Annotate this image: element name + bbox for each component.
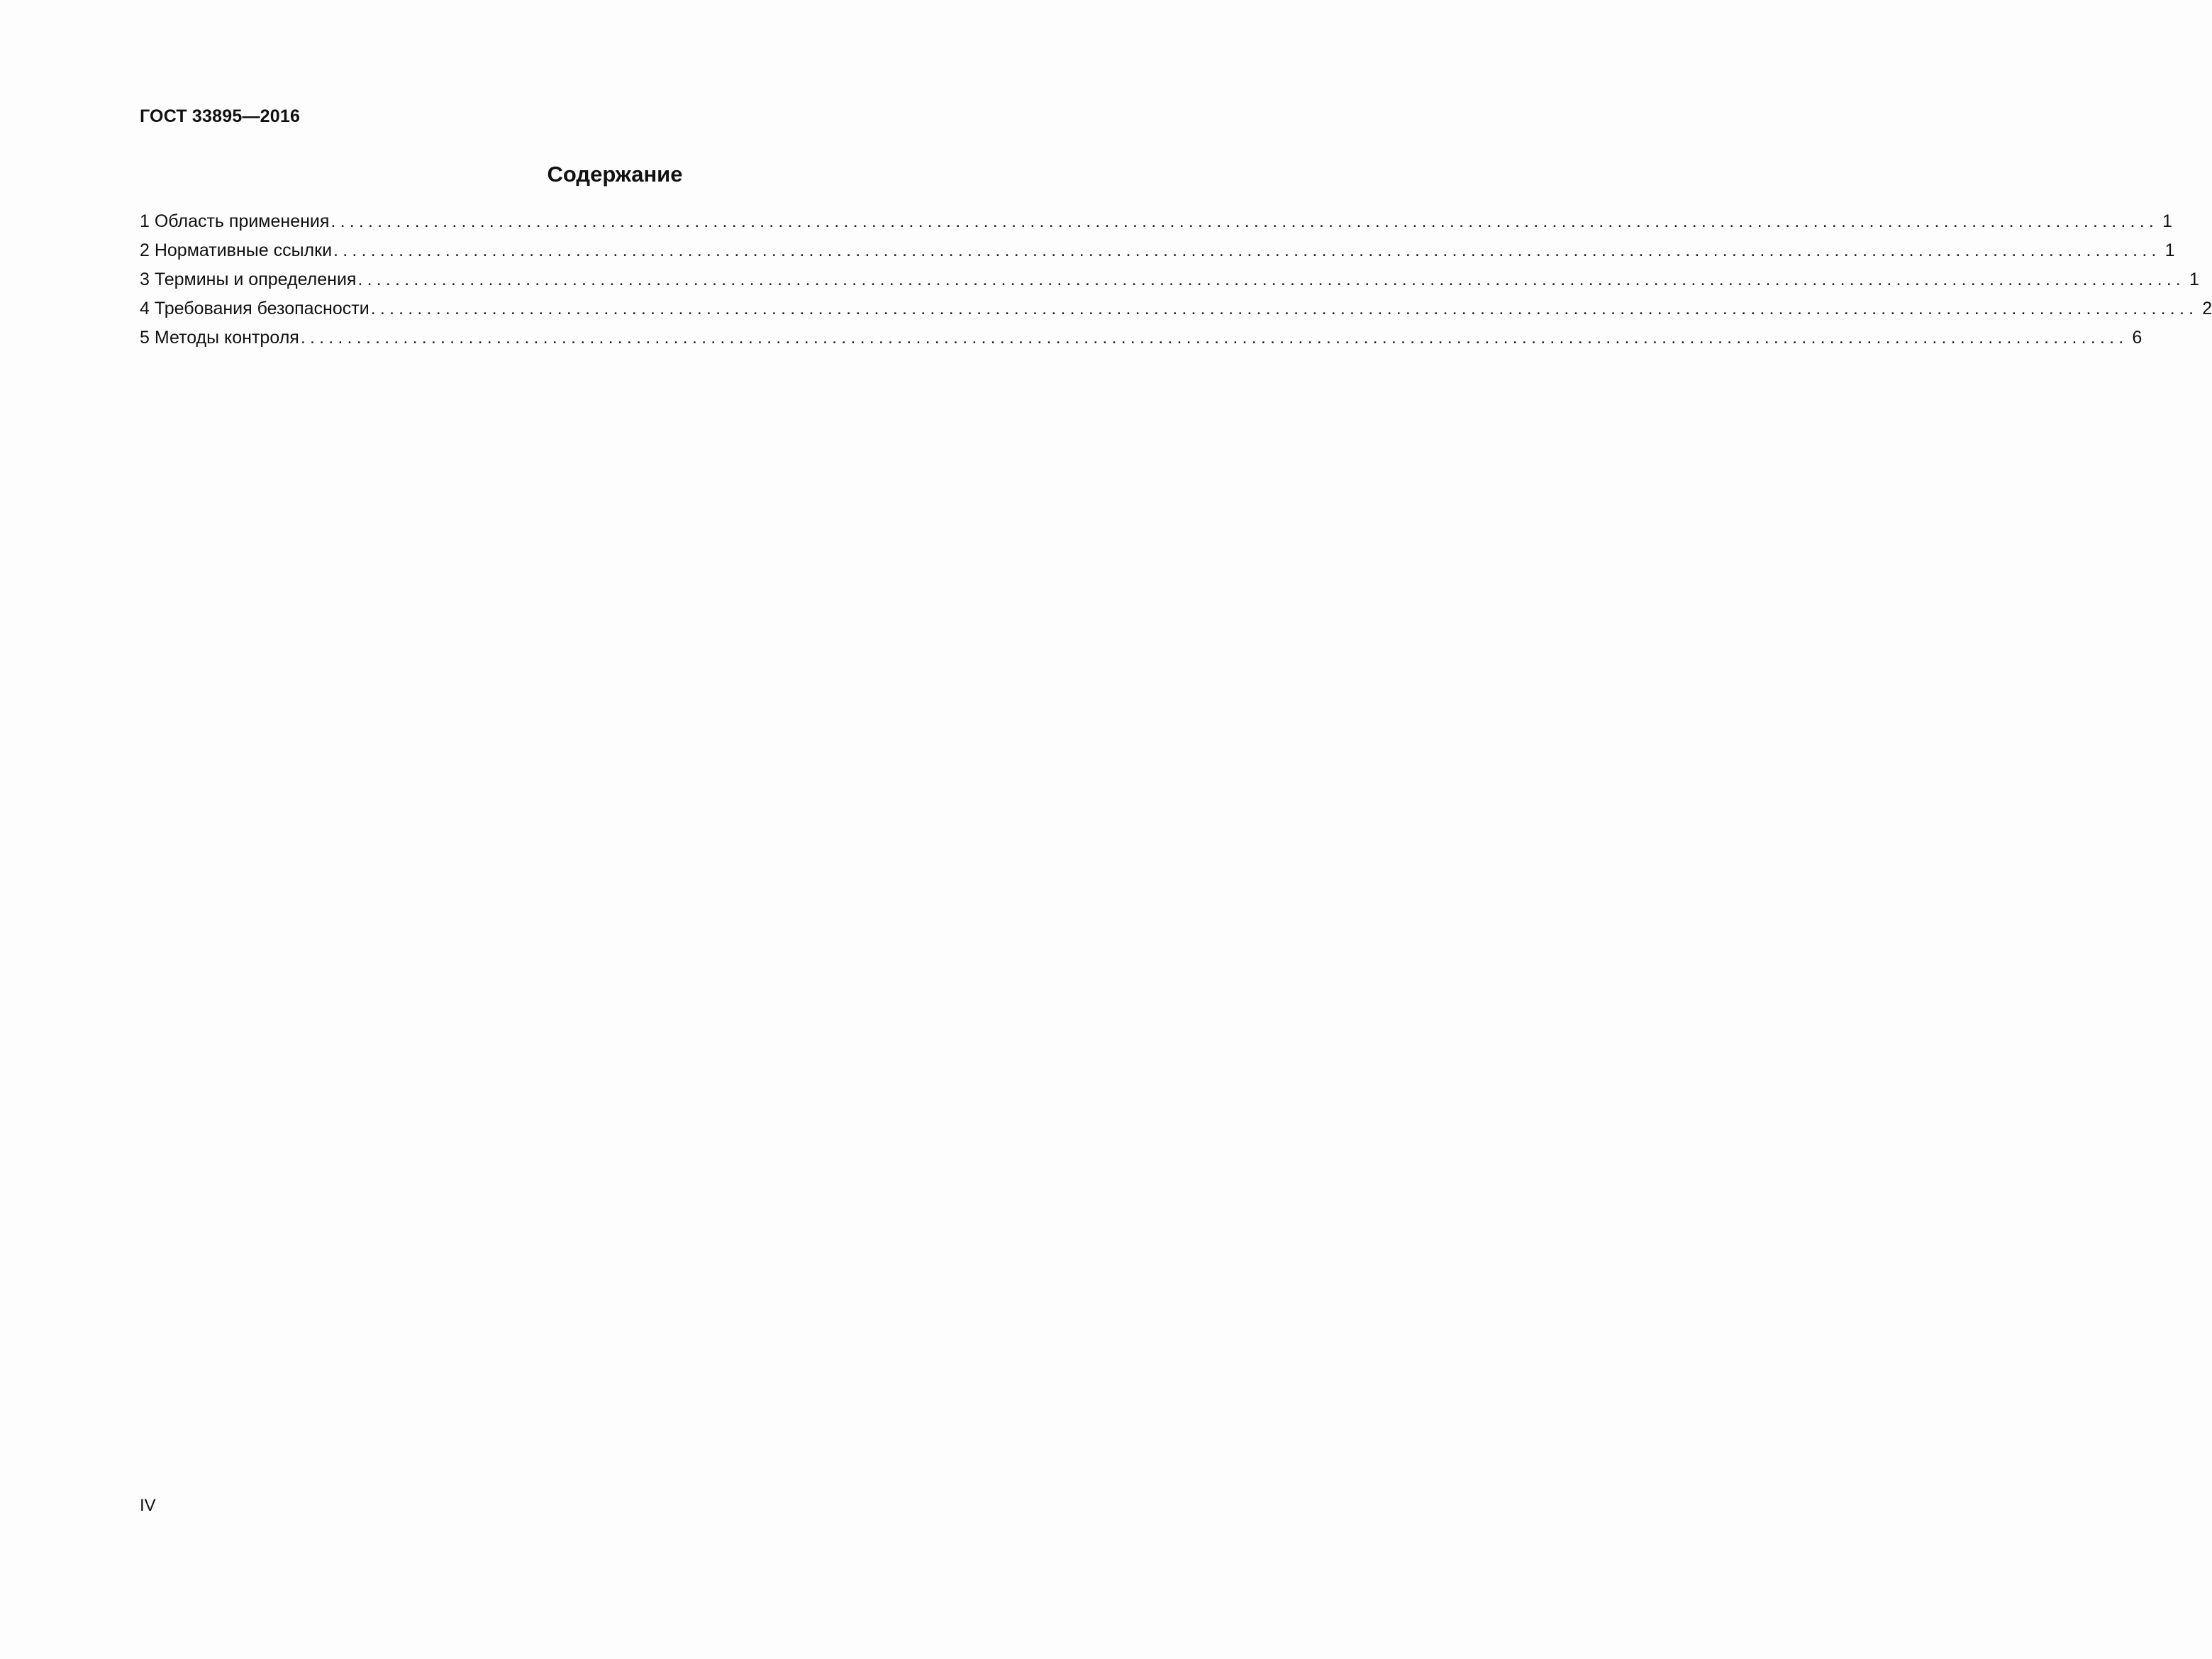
table-of-contents: [140, 211, 2212, 357]
toc-entry[interactable]: [140, 240, 2175, 270]
toc-entry[interactable]: [140, 270, 2199, 299]
toc-entry[interactable]: [140, 328, 2142, 357]
toc-entry[interactable]: [140, 211, 2172, 240]
toc-entry-label: 5 Методы контроля: [140, 328, 299, 348]
toc-dot-leader: ....................................................................................................................................................................................................: [300, 328, 2128, 348]
toc-entry-page: 1: [2162, 211, 2172, 231]
document-code: ГОСТ 33895—2016: [140, 106, 301, 126]
toc-dot-leader: ....................................................................................................................................................................................................: [330, 211, 2158, 231]
toc-dot-leader: ....................................................................................................................................................................................................: [333, 240, 2161, 260]
toc-dot-leader: ....................................................................................................................................................................................................: [357, 270, 2186, 289]
toc-dot-leader: ....................................................................................................................................................................................................: [370, 299, 2199, 318]
toc-entry-page: 1: [2164, 240, 2175, 260]
page-number: IV: [140, 1496, 156, 1515]
toc-title: Содержание: [547, 162, 683, 187]
toc-entry-label: 3 Термины и определения: [140, 270, 357, 289]
toc-entry-label: 1 Область применения: [140, 211, 330, 231]
toc-entry-label: 4 Требования безопасности: [140, 299, 369, 318]
toc-entry-page: 6: [2132, 328, 2142, 348]
toc-entry-page: 2: [2202, 299, 2212, 318]
toc-entry-label: 2 Нормативные ссылки: [140, 240, 333, 260]
toc-entry-page: 1: [2189, 270, 2199, 289]
toc-entry[interactable]: [140, 299, 2212, 328]
